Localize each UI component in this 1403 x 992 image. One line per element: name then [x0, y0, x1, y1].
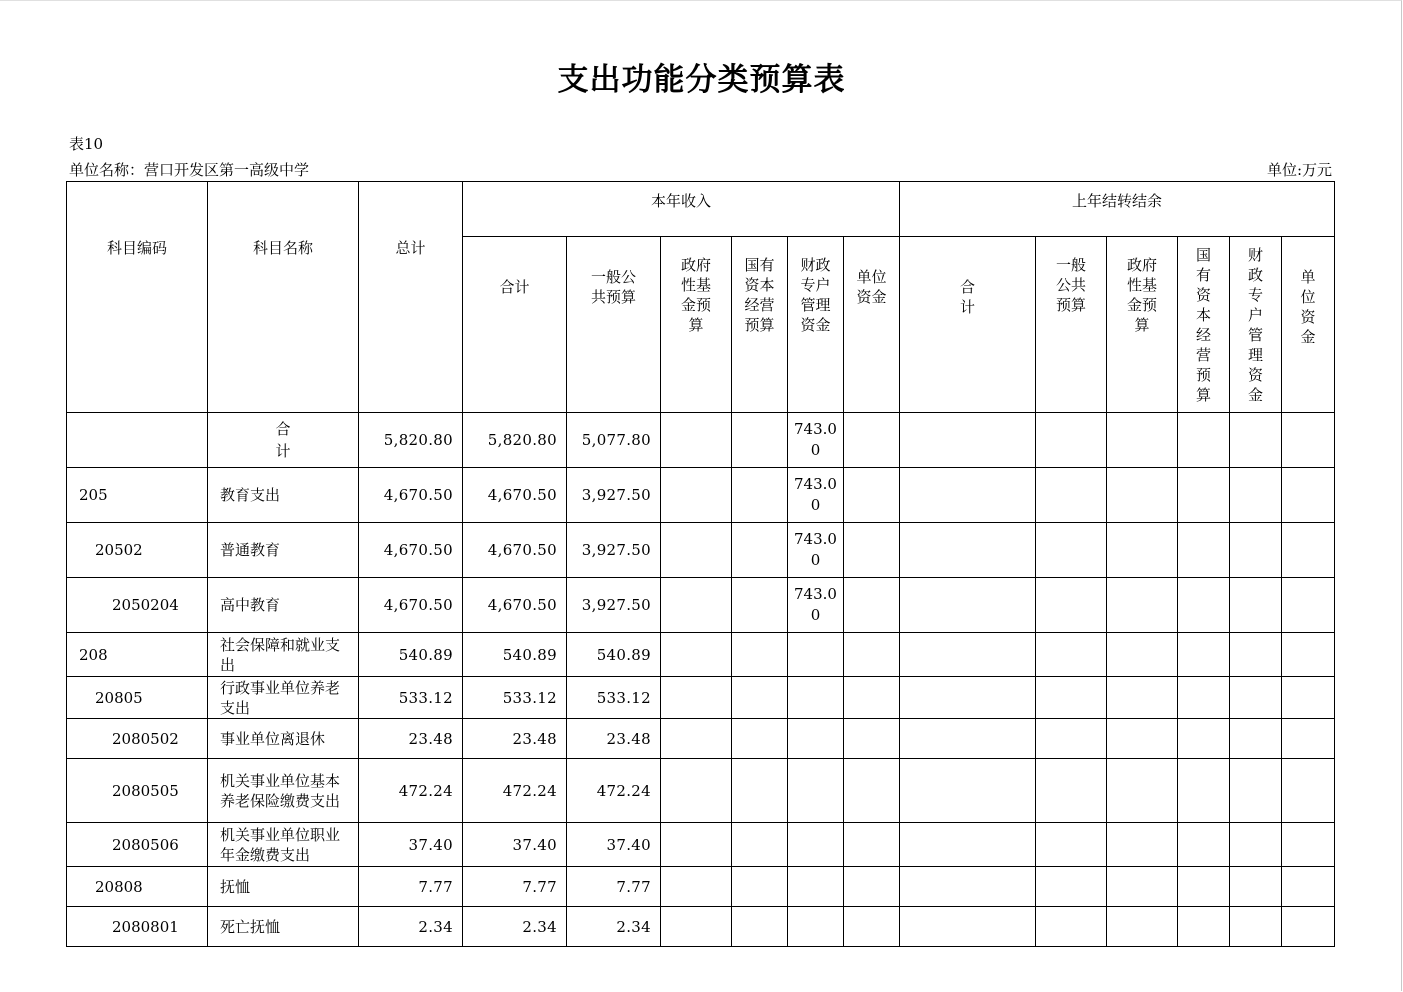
cell-cur-total: 37.40 [463, 823, 567, 867]
cell-code: 208 [67, 633, 208, 677]
cell-cur-unit [844, 633, 900, 677]
cell-prev-general [1036, 759, 1107, 823]
cell-prev-total [900, 719, 1036, 759]
cell-prev-general [1036, 633, 1107, 677]
cell-prev-special [1230, 907, 1282, 947]
cell-prev-unit [1282, 633, 1335, 677]
cell-prev-special [1230, 468, 1282, 523]
cell-prev-state [1178, 823, 1230, 867]
header-code: 科目编码 [67, 182, 208, 413]
table-header [67, 182, 1335, 413]
page-title: 支出功能分类预算表 [557, 62, 846, 98]
cell-cur-general: 3,927.50 [567, 468, 661, 523]
cell-prev-general [1036, 578, 1107, 633]
cell-name: 教育支出 [208, 468, 359, 523]
cell-prev-unit [1282, 719, 1335, 759]
cell-cur-total: 2.34 [463, 907, 567, 947]
cell-name: 社会保障和就业支出 [208, 633, 359, 677]
cell-prev-fund [1107, 677, 1178, 719]
cell-prev-special [1230, 677, 1282, 719]
cell-name: 事业单位离退休 [208, 719, 359, 759]
cell-cur-state [732, 907, 788, 947]
cell-prev-general [1036, 823, 1107, 867]
cell-prev-general [1036, 677, 1107, 719]
cell-total: 37.40 [359, 823, 463, 867]
cell-prev-unit [1282, 413, 1335, 468]
cell-cur-fund [661, 413, 732, 468]
cell-cur-unit [844, 867, 900, 907]
cell-prev-state [1178, 719, 1230, 759]
cell-cur-fund [661, 719, 732, 759]
header-cur-unit: 单位资金 [844, 237, 900, 413]
cell-cur-fund [661, 523, 732, 578]
cell-name: 合计 [208, 413, 359, 468]
cell-name: 普通教育 [208, 523, 359, 578]
cell-cur-special: 743.00 [788, 413, 844, 468]
cell-total: 472.24 [359, 759, 463, 823]
cell-code: 2080801 [67, 907, 208, 947]
cell-total: 533.12 [359, 677, 463, 719]
cell-cur-unit [844, 823, 900, 867]
cell-cur-special [788, 907, 844, 947]
cell-prev-special [1230, 759, 1282, 823]
cell-cur-general: 37.40 [567, 823, 661, 867]
table-row [67, 867, 1335, 907]
cell-cur-unit [844, 677, 900, 719]
unit-label: 单位:万元 [1266, 161, 1332, 179]
cell-cur-fund [661, 578, 732, 633]
cell-cur-general: 5,077.80 [567, 413, 661, 468]
cell-prev-state [1178, 578, 1230, 633]
cell-prev-total [900, 907, 1036, 947]
cell-prev-special [1230, 578, 1282, 633]
cell-prev-general [1036, 523, 1107, 578]
cell-prev-general [1036, 907, 1107, 947]
cell-cur-unit [844, 719, 900, 759]
cell-cur-special: 743.00 [788, 523, 844, 578]
cell-name: 机关事业单位基本养老保险缴费支出 [208, 759, 359, 823]
cell-cur-state [732, 468, 788, 523]
header-prev-total: 合计 [900, 237, 1036, 413]
cell-code: 2050204 [67, 578, 208, 633]
cell-code: 2080502 [67, 719, 208, 759]
cell-prev-unit [1282, 823, 1335, 867]
cell-prev-total [900, 468, 1036, 523]
cell-prev-total [900, 677, 1036, 719]
cell-prev-total [900, 759, 1036, 823]
header-prev-special: 财政专户管理资金 [1230, 237, 1282, 413]
cell-cur-total: 7.77 [463, 867, 567, 907]
cell-prev-unit [1282, 677, 1335, 719]
cell-code: 20808 [67, 867, 208, 907]
cell-prev-fund [1107, 867, 1178, 907]
cell-cur-unit [844, 413, 900, 468]
cell-cur-total: 4,670.50 [463, 523, 567, 578]
table-row [67, 523, 1335, 578]
cell-cur-unit [844, 759, 900, 823]
header-prev-general: 一般公共预算 [1036, 237, 1107, 413]
cell-cur-general: 7.77 [567, 867, 661, 907]
cell-cur-unit [844, 468, 900, 523]
cell-cur-state [732, 677, 788, 719]
cell-prev-total [900, 523, 1036, 578]
cell-prev-fund [1107, 578, 1178, 633]
cell-code: 2080506 [67, 823, 208, 867]
cell-cur-fund [661, 677, 732, 719]
cell-cur-general: 2.34 [567, 907, 661, 947]
cell-prev-fund [1107, 413, 1178, 468]
header-cur-total: 合计 [463, 237, 567, 413]
header-name: 科目名称 [208, 182, 359, 413]
cell-prev-fund [1107, 633, 1178, 677]
table-row [67, 677, 1335, 719]
cell-prev-total [900, 633, 1036, 677]
cell-prev-state [1178, 413, 1230, 468]
cell-total: 5,820.80 [359, 413, 463, 468]
cell-prev-state [1178, 677, 1230, 719]
cell-prev-fund [1107, 823, 1178, 867]
cell-cur-fund [661, 907, 732, 947]
cell-cur-state [732, 759, 788, 823]
cell-cur-special [788, 677, 844, 719]
cell-cur-general: 23.48 [567, 719, 661, 759]
header-prev-unit: 单位资金 [1282, 237, 1335, 413]
cell-cur-special [788, 633, 844, 677]
header-cur-state: 国有资本经营预算 [732, 237, 788, 413]
table-row [67, 633, 1335, 677]
cell-prev-special [1230, 633, 1282, 677]
header-cur-fund: 政府性基金预算 [661, 237, 732, 413]
table-body [67, 413, 1335, 947]
cell-prev-total [900, 823, 1036, 867]
cell-total: 4,670.50 [359, 468, 463, 523]
cell-code [67, 413, 208, 468]
table-row [67, 719, 1335, 759]
cell-code: 20502 [67, 523, 208, 578]
cell-cur-general: 533.12 [567, 677, 661, 719]
cell-cur-fund [661, 633, 732, 677]
cell-prev-special [1230, 413, 1282, 468]
cell-cur-state [732, 867, 788, 907]
cell-prev-unit [1282, 759, 1335, 823]
cell-cur-special [788, 759, 844, 823]
cell-total: 540.89 [359, 633, 463, 677]
header-prev-fund: 政府性基金预算 [1107, 237, 1178, 413]
cell-prev-state [1178, 468, 1230, 523]
cell-code: 2080505 [67, 759, 208, 823]
header-cur-special: 财政专户管理资金 [788, 237, 844, 413]
cell-prev-state [1178, 907, 1230, 947]
table-row [67, 759, 1335, 823]
table-row [67, 907, 1335, 947]
cell-code: 20805 [67, 677, 208, 719]
cell-cur-special [788, 719, 844, 759]
cell-cur-general: 3,927.50 [567, 578, 661, 633]
table-row [67, 578, 1335, 633]
cell-cur-state [732, 719, 788, 759]
cell-prev-special [1230, 867, 1282, 907]
cell-name: 高中教育 [208, 578, 359, 633]
cell-cur-state [732, 823, 788, 867]
cell-prev-state [1178, 523, 1230, 578]
table-row [67, 468, 1335, 523]
unit-name: 单位名称：营口开发区第一高级中学 [69, 161, 310, 179]
cell-prev-general [1036, 867, 1107, 907]
cell-cur-state [732, 523, 788, 578]
cell-prev-fund [1107, 759, 1178, 823]
cell-name: 行政事业单位养老支出 [208, 677, 359, 719]
cell-prev-general [1036, 468, 1107, 523]
cell-cur-unit [844, 907, 900, 947]
cell-prev-total [900, 413, 1036, 468]
cell-prev-unit [1282, 468, 1335, 523]
cell-prev-special [1230, 523, 1282, 578]
cell-name: 抚恤 [208, 867, 359, 907]
cell-cur-total: 5,820.80 [463, 413, 567, 468]
cell-cur-state [732, 633, 788, 677]
table-row [67, 413, 1335, 468]
cell-cur-unit [844, 523, 900, 578]
cell-cur-general: 472.24 [567, 759, 661, 823]
cell-prev-fund [1107, 468, 1178, 523]
cell-cur-special [788, 867, 844, 907]
cell-cur-fund [661, 759, 732, 823]
cell-prev-unit [1282, 867, 1335, 907]
cell-code: 205 [67, 468, 208, 523]
cell-total: 23.48 [359, 719, 463, 759]
header-cur-general: 一般公共预算 [567, 237, 661, 413]
cell-cur-total: 533.12 [463, 677, 567, 719]
cell-cur-total: 23.48 [463, 719, 567, 759]
cell-prev-total [900, 867, 1036, 907]
cell-total: 4,670.50 [359, 523, 463, 578]
cell-prev-general [1036, 719, 1107, 759]
cell-cur-state [732, 413, 788, 468]
cell-cur-fund [661, 867, 732, 907]
header-current-year: 本年收入 [463, 182, 900, 237]
cell-prev-general [1036, 413, 1107, 468]
cell-prev-unit [1282, 907, 1335, 947]
cell-prev-special [1230, 719, 1282, 759]
cell-prev-state [1178, 759, 1230, 823]
cell-name: 死亡抚恤 [208, 907, 359, 947]
cell-total: 2.34 [359, 907, 463, 947]
cell-prev-fund [1107, 719, 1178, 759]
header-prior-year: 上年结转结余 [900, 182, 1335, 237]
cell-prev-unit [1282, 523, 1335, 578]
cell-cur-fund [661, 823, 732, 867]
cell-prev-fund [1107, 523, 1178, 578]
cell-cur-unit [844, 578, 900, 633]
cell-cur-total: 4,670.50 [463, 578, 567, 633]
cell-prev-state [1178, 633, 1230, 677]
cell-prev-total [900, 578, 1036, 633]
header-prev-state: 国有资本经营预算 [1178, 237, 1230, 413]
cell-name: 机关事业单位职业年金缴费支出 [208, 823, 359, 867]
table-row [67, 823, 1335, 867]
cell-cur-special: 743.00 [788, 578, 844, 633]
cell-cur-fund [661, 468, 732, 523]
cell-prev-state [1178, 867, 1230, 907]
budget-table [66, 181, 1335, 947]
header-total: 总计 [359, 182, 463, 413]
cell-prev-unit [1282, 578, 1335, 633]
cell-cur-state [732, 578, 788, 633]
cell-total: 4,670.50 [359, 578, 463, 633]
cell-cur-general: 3,927.50 [567, 523, 661, 578]
cell-cur-total: 4,670.50 [463, 468, 567, 523]
cell-cur-total: 540.89 [463, 633, 567, 677]
cell-cur-special: 743.00 [788, 468, 844, 523]
cell-cur-total: 472.24 [463, 759, 567, 823]
cell-prev-fund [1107, 907, 1178, 947]
cell-cur-general: 540.89 [567, 633, 661, 677]
cell-cur-special [788, 823, 844, 867]
cell-prev-special [1230, 823, 1282, 867]
cell-total: 7.77 [359, 867, 463, 907]
table-number: 表10 [69, 135, 104, 153]
